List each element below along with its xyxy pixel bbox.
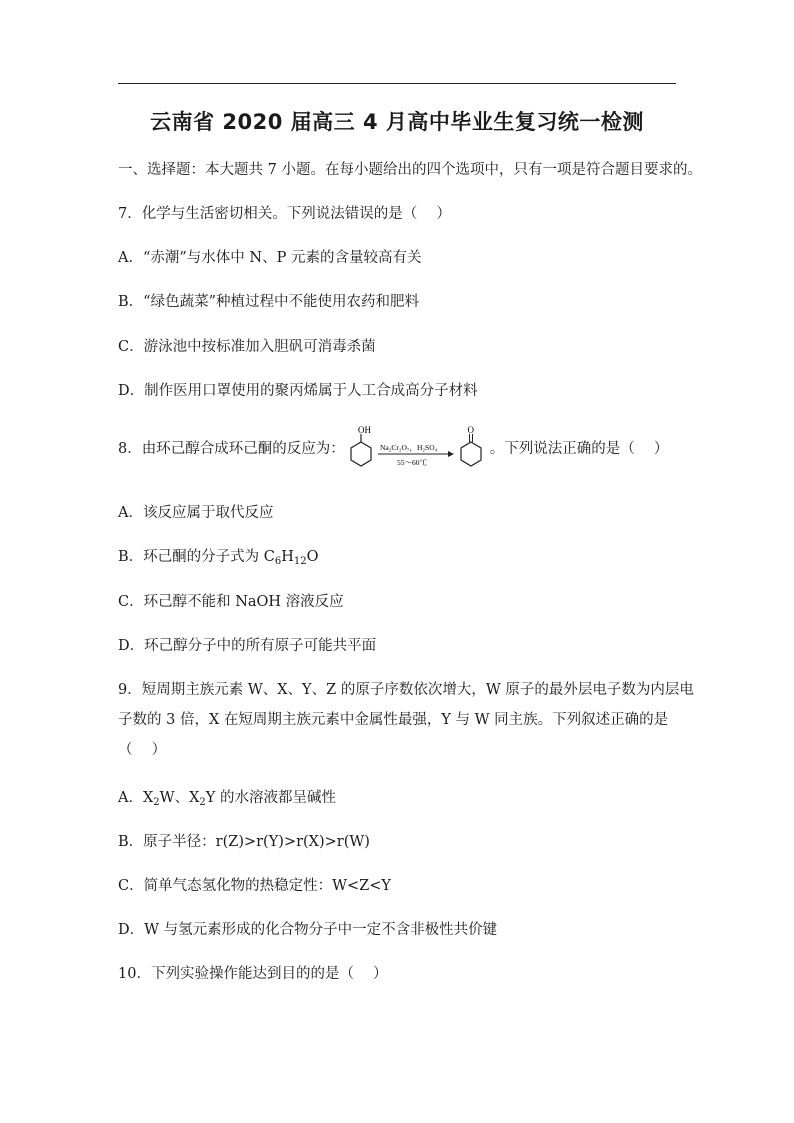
q8-b-sub2: 12 [293, 556, 307, 567]
reagents-top: Na₂Cr₂O₇，H₂SO₄ [379, 443, 437, 452]
q8-option-a: A．该反应属于取代反应 [118, 505, 274, 521]
q9-a-p1: A．X [118, 790, 154, 806]
arrow-head [448, 451, 454, 457]
q7-option-b: B．“绿色蔬菜”种植过程中不能使用农药和肥料 [118, 294, 419, 310]
q9-a-s1: 2 [153, 797, 160, 808]
q8-b-pre: B．环己酮的分子式为 C [118, 549, 275, 565]
q9-option-a [118, 788, 698, 813]
q9-a-p2: W、X [159, 790, 200, 806]
q8-stem [118, 424, 698, 474]
q9-option-b: B．原子半径：r(Z)>r(Y)>r(X)>r(W) [118, 834, 370, 850]
q9-a-s2: 2 [199, 797, 206, 808]
q7-option-d: D．制作医用口罩使用的聚丙烯属于人工合成高分子材料 [118, 383, 478, 399]
section-intro: 一、选择题：本大题共 7 小题。在每小题给出的四个选项中，只有一项是符合题目要求的。 [118, 162, 702, 178]
q9-stem-line3: （ ） [118, 742, 167, 758]
o-label: O [467, 425, 474, 435]
q9-option-c: C．简单气态氢化物的热稳定性：W<Z<Y [118, 878, 391, 894]
q8-b-mid: H [281, 549, 294, 565]
oh-label: OH [357, 425, 371, 435]
q8-b-sub1: 6 [274, 556, 282, 567]
q8-option-d: D．环己醇分子中的所有原子可能共平面 [118, 638, 377, 654]
reagents-bottom: 55～60℃ [396, 458, 427, 467]
q7-stem: 7．化学与生活密切相关。下列说法错误的是（ ） [118, 206, 451, 222]
q8-stem-pre: 8．由环己醇合成环己酮的反应为： [118, 441, 345, 457]
q8-option-b [118, 547, 698, 572]
q9-option-d: D．W 与氢元素形成的化合物分子中一定不含非极性共价键 [118, 922, 498, 938]
cyclohexanone-ring [461, 442, 481, 466]
cyclohexanol-ring [351, 442, 371, 466]
q9-stem-line1: 9．短周期主族元素 W、X、Y、Z 的原子序数依次增大，W 原子的最外层电子数为内层电 [118, 682, 694, 698]
q10-stem: 10．下列实验操作能达到目的的是（ ） [118, 966, 388, 982]
reaction-diagram [345, 424, 490, 474]
reaction-scheme [345, 424, 490, 474]
q8-b-post: O [306, 549, 319, 565]
q9-stem-line2: 子数的 3 倍，X 在短周期主族元素中金属性最强，Y 与 W 同主族。下列叙述正确的是 [118, 712, 669, 728]
q8-stem-post: 。下列说法正确的是（ ） [489, 441, 669, 457]
header-rule [118, 83, 676, 84]
q7-option-a: A．“赤潮”与水体中 N、P 元素的含量较高有关 [118, 250, 422, 266]
q7-option-c: C．游泳池中按标准加入胆矾可消毒杀菌 [118, 339, 376, 355]
page-title: 云南省 2020 届高三 4 月高中毕业生复习统一检测 [150, 110, 644, 134]
q9-a-p3: Y 的水溶液都呈碱性 [205, 790, 336, 806]
q8-option-c: C．环己醇不能和 NaOH 溶液反应 [118, 594, 344, 610]
